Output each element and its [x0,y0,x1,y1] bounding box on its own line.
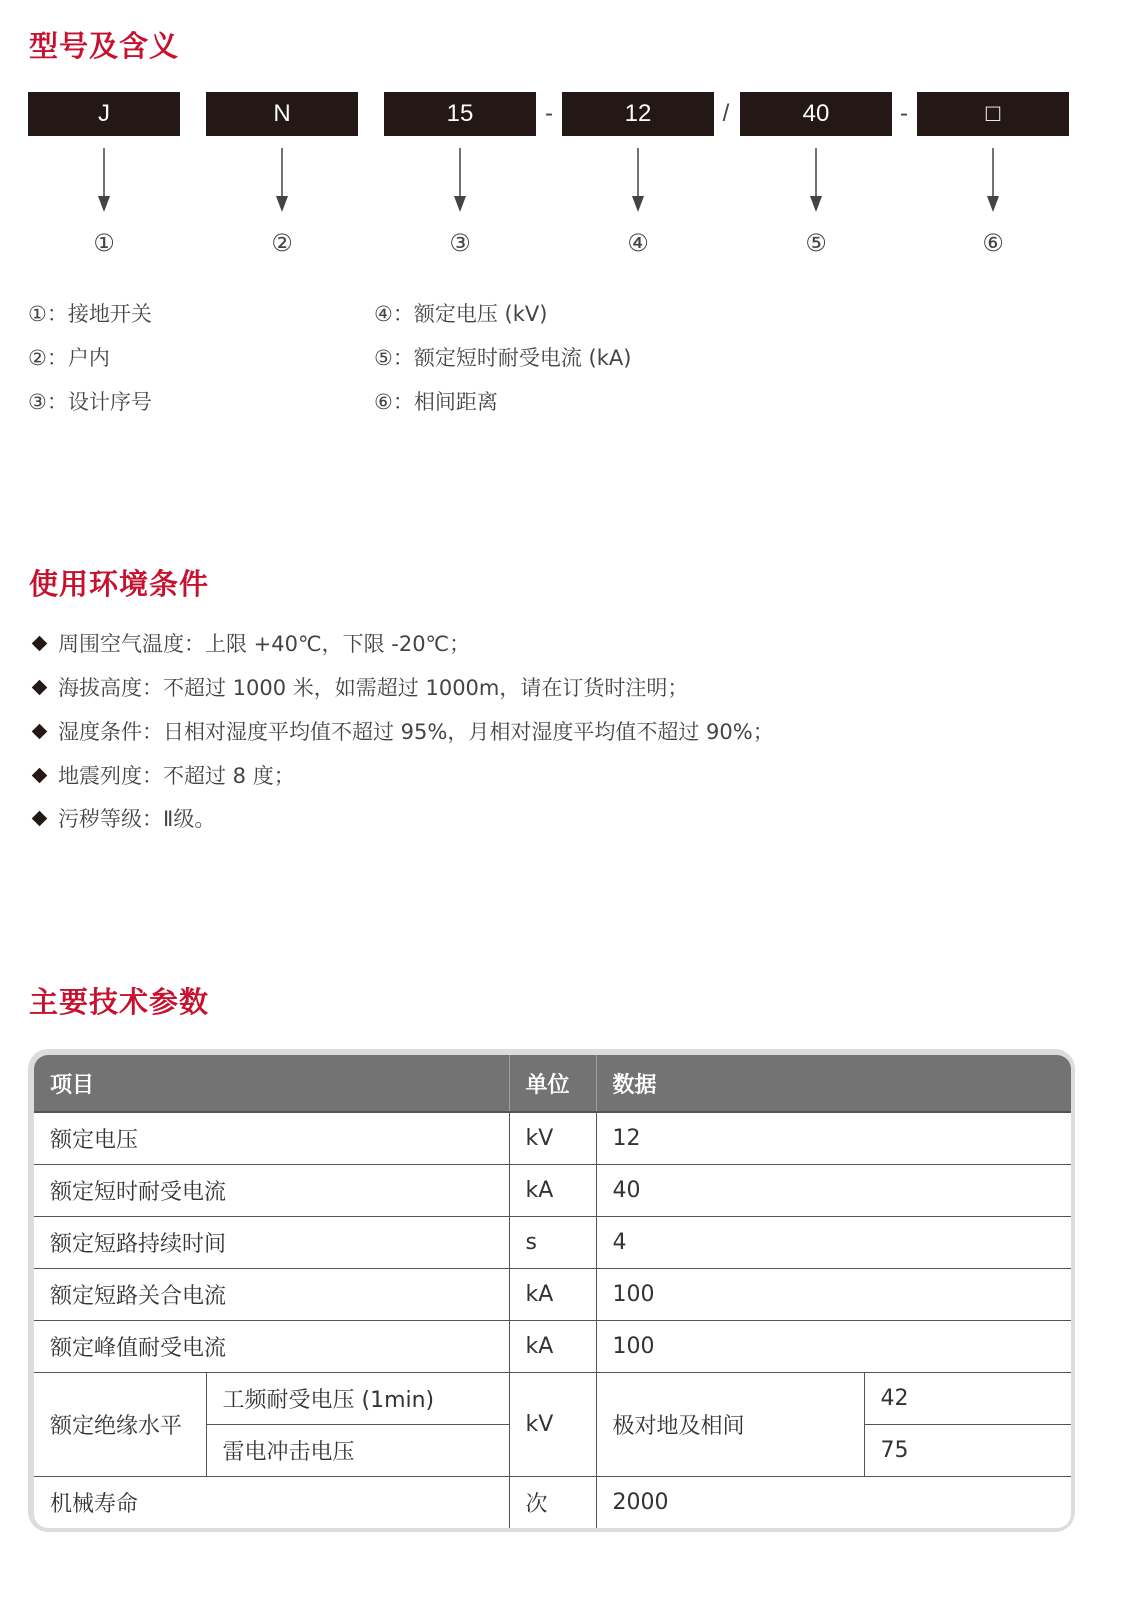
code-separator-dash: - [900,100,908,127]
code-box-1: J [28,92,180,136]
table-row [34,1165,1071,1217]
down-arrow-icon [983,148,1003,212]
cell-item: 额定短路关合电流 [34,1269,509,1321]
code-box-2: N [206,92,358,136]
cell-condition: 极对地及相间 [596,1373,864,1477]
cell-value: 4 [596,1217,1071,1269]
table-row [34,1269,1071,1321]
env-item-text: 湿度条件：日相对湿度平均值不超过 95%，月相对湿度平均值不超过 90%； [58,720,774,744]
diamond-bullet-icon [32,767,48,783]
legend-item: ⑤：额定短时耐受电流 (kA) [374,346,632,370]
legend-item: ③：设计序号 [28,390,152,414]
header-data: 数据 [596,1055,1071,1112]
code-box-3: 15 [384,92,536,136]
cell-unit: 次 [509,1477,596,1529]
list-item [30,760,295,790]
cell-item: 额定短时耐受电流 [34,1165,509,1217]
header-unit: 单位 [509,1055,596,1112]
model-section-title: 型号及含义 [29,29,180,63]
cell-item: 额定绝缘水平 [34,1373,206,1477]
env-section-title: 使用环境条件 [29,567,210,601]
cell-unit: kV [509,1112,596,1165]
down-arrow-icon [94,148,114,212]
cell-item: 机械寿命 [34,1477,509,1529]
list-item [30,672,688,702]
down-arrow-icon [806,148,826,212]
cell-unit: s [509,1217,596,1269]
table-header-row [34,1055,1071,1112]
params-table [34,1055,1071,1528]
table-row [34,1112,1071,1165]
cell-value: 100 [596,1269,1071,1321]
marker-1: ① [93,229,115,257]
table-row [34,1217,1071,1269]
cell-value: 2000 [612,1490,669,1515]
cell-value: 75 [864,1425,1071,1477]
cell-unit: kV [509,1373,596,1477]
cell-subitem: 雷电冲击电压 [206,1425,509,1477]
cell-unit: kA [509,1321,596,1373]
env-item-text: 污秽等级：Ⅱ级。 [58,807,216,831]
marker-4: ④ [627,229,649,257]
marker-6: ⑥ [982,229,1004,257]
cell-subitem: 工频耐受电压 (1min) [206,1373,509,1425]
list-item [30,716,774,746]
env-item-text: 海拔高度：不超过 1000 米，如需超过 1000m，请在订货时注明； [58,676,689,700]
cell-unit: kA [509,1165,596,1217]
cell-item: 额定短路持续时间 [34,1217,509,1269]
code-separator-dash: - [545,100,553,127]
table-row [34,1477,1071,1529]
legend-item: ⑥：相间距离 [374,390,498,414]
cell-item: 额定电压 [34,1112,509,1165]
list-item [30,628,470,658]
env-item-text: 周围空气温度：上限 +40℃，下限 -20℃； [58,632,471,656]
cell-value: 100 [596,1321,1071,1373]
table-row [34,1321,1071,1373]
params-table-frame [28,1049,1075,1532]
header-item: 项目 [34,1055,509,1112]
legend-item: ②：户内 [28,346,110,370]
list-item [30,803,215,833]
diamond-bullet-icon [32,723,48,739]
table-row [34,1373,1071,1425]
code-box-5: 40 [740,92,892,136]
params-section-title: 主要技术参数 [29,985,210,1019]
code-box-4: 12 [562,92,714,136]
marker-2: ② [271,229,293,257]
code-box-6: □ [917,92,1069,136]
code-separator-slash: / [722,100,730,127]
cell-value: 40 [596,1165,1071,1217]
diamond-bullet-icon [32,679,48,695]
legend-item: ④：额定电压 (kV) [374,302,548,326]
down-arrow-icon [628,148,648,212]
marker-5: ⑤ [805,229,827,257]
diamond-bullet-icon [32,810,48,826]
cell-item: 额定峰值耐受电流 [34,1321,509,1373]
cell-value: 12 [596,1112,1071,1165]
cell-unit: kA [509,1269,596,1321]
marker-3: ③ [449,229,471,257]
legend-item: ①：接地开关 [28,302,152,326]
diamond-bullet-icon [32,635,48,651]
cell-value: 42 [864,1373,1071,1425]
down-arrow-icon [450,148,470,212]
env-item-text: 地震列度：不超过 8 度； [58,764,295,788]
down-arrow-icon [272,148,292,212]
